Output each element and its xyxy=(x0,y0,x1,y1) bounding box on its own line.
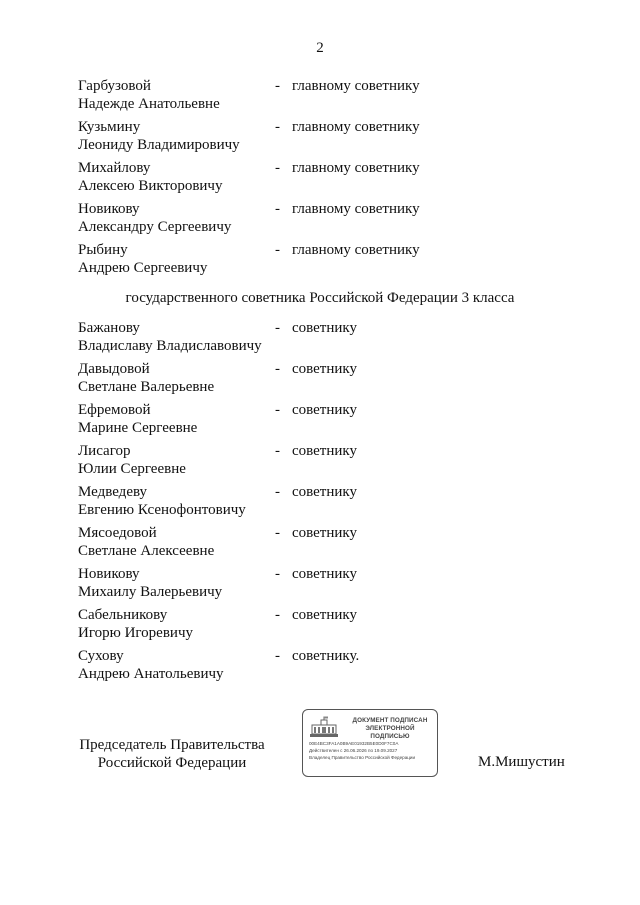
person-surname: Новикову xyxy=(78,201,140,217)
person-given-name: Юлии Сергеевне xyxy=(78,461,186,477)
person-surname: Лисагор xyxy=(78,443,131,459)
person-given-name: Надежде Анатольевне xyxy=(78,96,220,112)
person-given-name: Светлане Валерьевне xyxy=(78,379,215,395)
stamp-title: ДОКУМЕНТ ПОДПИСАН ЭЛЕКТРОННОЙ ПОДПИСЬЮ xyxy=(352,717,428,740)
page-number: 2 xyxy=(316,40,324,56)
section-heading: государственного советника Российской Федерации 3 класса xyxy=(125,290,515,306)
assigned-rank: советнику xyxy=(292,320,357,336)
assigned-rank: главному советнику xyxy=(292,119,420,135)
assigned-rank: советнику xyxy=(292,566,357,582)
dash-separator: - xyxy=(275,320,280,336)
electronic-signature-stamp xyxy=(302,709,438,777)
person-given-name: Светлане Алексеевне xyxy=(78,543,215,559)
list-item xyxy=(78,524,598,565)
person-surname: Мясоедовой xyxy=(78,525,157,541)
person-given-name: Александру Сергеевичу xyxy=(78,219,232,235)
dash-separator: - xyxy=(275,78,280,94)
assigned-rank: главному советнику xyxy=(292,201,420,217)
list-item xyxy=(78,401,598,442)
person-given-name: Андрею Анатольевичу xyxy=(78,666,224,682)
list-item xyxy=(78,442,598,483)
assigned-rank: главному советнику xyxy=(292,242,420,258)
dash-separator: - xyxy=(275,607,280,623)
person-surname: Михайлову xyxy=(78,160,151,176)
rank-list-senior xyxy=(78,77,598,282)
stamp-owner: Владелец Правительство Российской Федерации xyxy=(309,755,416,760)
dash-separator: - xyxy=(275,443,280,459)
dash-separator: - xyxy=(275,119,280,135)
person-given-name: Михаилу Валерьевичу xyxy=(78,584,223,600)
list-item xyxy=(78,606,598,647)
list-item xyxy=(78,483,598,524)
list-item xyxy=(78,241,598,282)
assigned-rank: советнику xyxy=(292,484,357,500)
person-surname: Кузьмину xyxy=(78,119,141,135)
assigned-rank: советнику xyxy=(292,361,357,377)
rank-list-advisor xyxy=(78,319,598,688)
dash-separator: - xyxy=(275,402,280,418)
person-surname: Новикову xyxy=(78,566,140,582)
person-surname: Медведеву xyxy=(78,484,148,500)
assigned-rank: советнику. xyxy=(292,648,360,664)
signatory-position-line2: Российской Федерации xyxy=(97,755,247,771)
person-surname: Ефремовой xyxy=(78,402,151,418)
person-surname: Рыбину xyxy=(78,242,128,258)
stamp-validity: Действителен с 26.06.2026 по 19.09.2027 xyxy=(309,748,398,753)
assigned-rank: советнику xyxy=(292,525,357,541)
assigned-rank: главному советнику xyxy=(292,78,420,94)
person-given-name: Леониду Владимировичу xyxy=(78,137,240,153)
list-item xyxy=(78,77,598,118)
assigned-rank: главному советнику xyxy=(292,160,420,176)
person-given-name: Владиславу Владиславовичу xyxy=(78,338,262,354)
signer-name: М.Мишустин xyxy=(478,754,565,770)
list-item xyxy=(78,200,598,241)
person-surname: Сухову xyxy=(78,648,124,664)
list-item xyxy=(78,319,598,360)
person-given-name: Евгению Ксенофонтовичу xyxy=(78,502,246,518)
assigned-rank: советнику xyxy=(292,443,357,459)
stamp-certificate: 00E4BC3FA1A0B9AE01932B5E0D0F7C0A xyxy=(309,741,399,746)
list-item xyxy=(78,360,598,401)
person-given-name: Алексею Викторовичу xyxy=(78,178,223,194)
dash-separator: - xyxy=(275,566,280,582)
dash-separator: - xyxy=(275,361,280,377)
person-surname: Сабельникову xyxy=(78,607,168,623)
list-item xyxy=(78,118,598,159)
list-item xyxy=(78,565,598,606)
dash-separator: - xyxy=(275,160,280,176)
dash-separator: - xyxy=(275,484,280,500)
person-given-name: Андрею Сергеевичу xyxy=(78,260,208,276)
assigned-rank: советнику xyxy=(292,402,357,418)
signatory-position xyxy=(78,736,266,772)
list-item xyxy=(78,647,598,688)
person-surname: Давыдовой xyxy=(78,361,150,377)
person-surname: Гарбузовой xyxy=(78,78,151,94)
signatory-position-line1: Председатель Правительства xyxy=(79,737,265,753)
person-surname: Бажанову xyxy=(78,320,140,336)
list-item xyxy=(78,159,598,200)
person-given-name: Марине Сергеевне xyxy=(78,420,198,436)
government-building-icon xyxy=(309,716,339,738)
dash-separator: - xyxy=(275,201,280,217)
dash-separator: - xyxy=(275,242,280,258)
assigned-rank: советнику xyxy=(292,607,357,623)
dash-separator: - xyxy=(275,525,280,541)
person-given-name: Игорю Игоревичу xyxy=(78,625,193,641)
dash-separator: - xyxy=(275,648,280,664)
